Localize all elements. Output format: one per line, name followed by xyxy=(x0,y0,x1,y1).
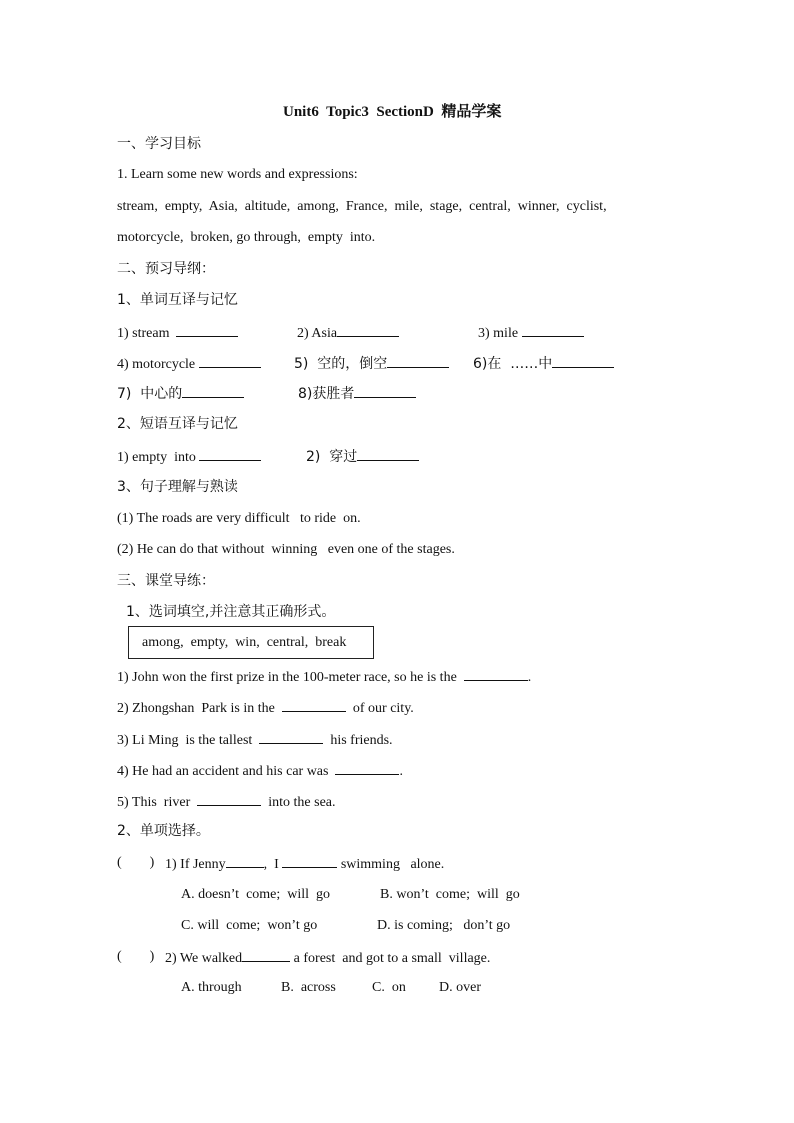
fill-question: 2) Zhongshan Park is in the of our city. xyxy=(117,698,414,718)
word-item: 8)获胜者 xyxy=(298,384,416,403)
fill-question: 4) He had an accident and his car was . xyxy=(117,761,403,781)
answer-paren: ( ) xyxy=(117,855,155,870)
page-title: Unit6 Topic3 SectionD 精品学案 xyxy=(283,104,502,120)
word-item: 3) mile xyxy=(478,323,584,343)
word-item: 4) motorcycle xyxy=(117,354,261,374)
fill-question: 3) Li Ming is the tallest his friends. xyxy=(117,730,393,750)
mc-option: C. on xyxy=(372,980,406,995)
mc-option: A. through xyxy=(181,980,242,995)
mc-option: B. across xyxy=(281,980,336,995)
subheading-word-translation: 1、单词互译与记忆 xyxy=(117,292,238,308)
phrase-item: 1) empty into xyxy=(117,447,261,467)
sentence-item: (2) He can do that without winning even one of the stages. xyxy=(117,542,455,557)
word-item: 1) stream xyxy=(117,323,238,343)
phrase-item: 2) 穿过 xyxy=(306,447,419,466)
vocab-list-line-1: stream, empty, Asia, altitude, among, France, mile, stage, central, winner, cyclist, xyxy=(117,199,607,214)
objective-item: 1. Learn some new words and expressions: xyxy=(117,167,358,182)
mc-option: D. over xyxy=(439,980,481,995)
mc-option: B. won’t come; will go xyxy=(380,887,520,902)
mc-option: A. doesn’t come; will go xyxy=(181,887,331,902)
word-bank-box xyxy=(128,626,374,659)
word-item: 6)在 ……中 xyxy=(473,354,614,373)
fill-question: 1) John won the first prize in the 100-meter race, so he is the . xyxy=(117,667,531,687)
subheading-fill-in: 1、选词填空,并注意其正确形式。 xyxy=(126,604,336,620)
section-3-heading: 三、课堂导练： xyxy=(117,573,215,589)
word-item: 2) Asia xyxy=(297,323,399,343)
word-item: 5) 空的，倒空 xyxy=(294,354,449,373)
subheading-phrase-translation: 2、短语互译与记忆 xyxy=(117,416,238,432)
word-item: 7) 中心的 xyxy=(117,384,244,403)
sentence-item: (1) The roads are very difficult to ride on. xyxy=(117,511,361,526)
mc-option: C. will come; won’t go xyxy=(181,918,318,933)
answer-paren: ( ) xyxy=(117,949,155,964)
subheading-multiple-choice: 2、单项选择。 xyxy=(117,823,210,839)
mc-question-stem: 2) We walked a forest and got to a small village. xyxy=(165,948,490,968)
section-1-heading: 一、学习目标 xyxy=(117,136,201,152)
mc-question-stem: 1) If Jenny , I swimming alone. xyxy=(165,854,444,874)
mc-option: D. is coming; don’t go xyxy=(377,918,511,933)
fill-question: 5) This river into the sea. xyxy=(117,792,336,812)
word-bank: among, empty, win, central, break xyxy=(142,635,347,650)
subheading-sentences: 3、句子理解与熟读 xyxy=(117,479,238,495)
section-2-heading: 二、预习导纲： xyxy=(117,261,215,277)
vocab-list-line-2: motorcycle, broken, go through, empty into. xyxy=(117,230,376,245)
